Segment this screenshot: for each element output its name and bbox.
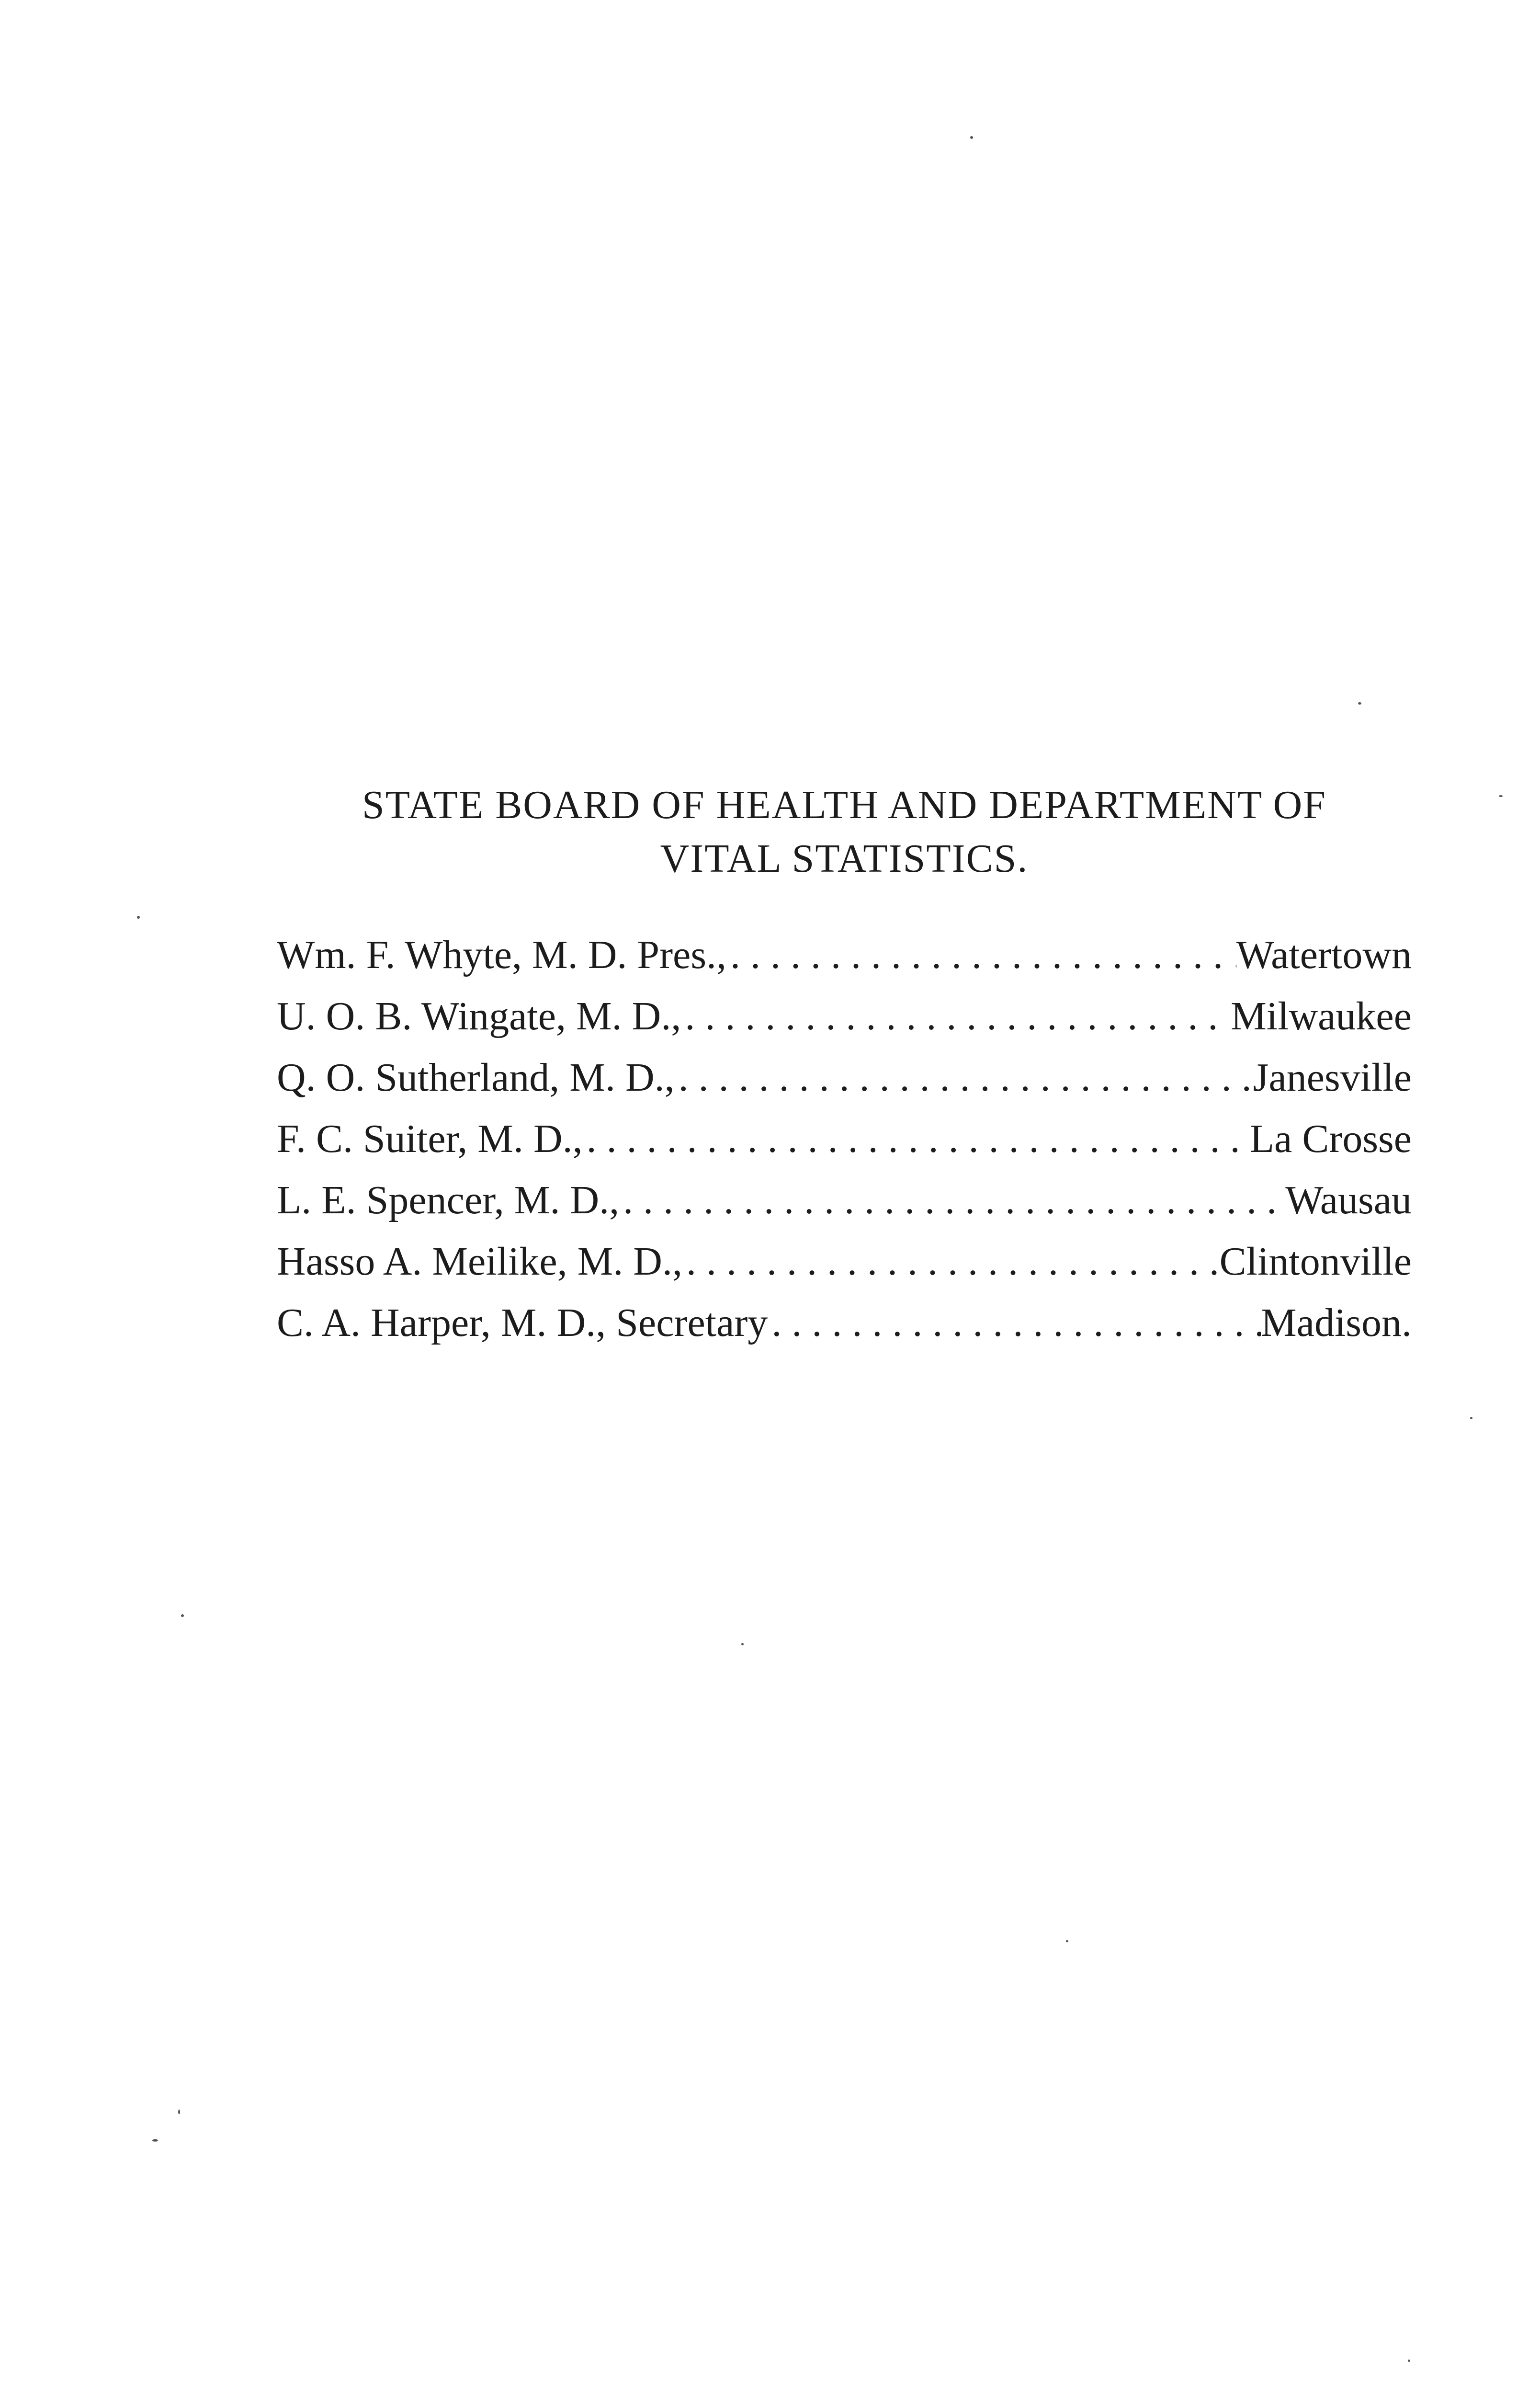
dot-leader (681, 986, 1231, 1047)
member-place: Watertown (1236, 933, 1412, 977)
member-entry (277, 1170, 1412, 1231)
dot-leader (726, 924, 1236, 986)
member-roster (277, 924, 1412, 1354)
member-place: Madison. (1261, 1300, 1412, 1345)
member-entry (277, 1292, 1412, 1354)
paper-speck (1470, 1417, 1472, 1419)
paper-speck (137, 916, 140, 919)
dot-leader (583, 1108, 1250, 1170)
heading-line-2: VITAL STATISTICS. (660, 836, 1029, 881)
member-place: Wausau (1285, 1178, 1412, 1222)
member-place: La Crosse (1249, 1117, 1412, 1161)
board-heading (277, 778, 1412, 886)
member-name: F. C. Suiter, M. D., (277, 1117, 583, 1161)
paper-speck (181, 1614, 184, 1617)
member-entry (277, 1108, 1412, 1170)
paper-speck (152, 2139, 158, 2142)
dot-leader (768, 1292, 1261, 1354)
paper-speck (1358, 702, 1361, 705)
paper-speck (1408, 2360, 1410, 2362)
dot-leader (682, 1231, 1220, 1292)
member-entry (277, 1047, 1412, 1108)
paper-speck (1499, 795, 1503, 797)
member-name: Hasso A. Meilike, M. D., (277, 1239, 682, 1284)
paper-speck (1066, 1940, 1068, 1942)
member-name: Wm. F. Whyte, M. D. Pres., (277, 933, 727, 977)
dot-leader (675, 1047, 1253, 1108)
member-entry (277, 986, 1412, 1047)
dot-leader (619, 1170, 1285, 1231)
paper-speck (970, 136, 973, 139)
member-entry (277, 1231, 1412, 1292)
member-name: Q. O. Sutherland, M. D., (277, 1055, 675, 1100)
member-entry (277, 924, 1412, 986)
member-place: Clintonville (1219, 1239, 1412, 1284)
member-name: U. O. B. Wingate, M. D., (277, 994, 681, 1038)
member-name: C. A. Harper, M. D., Secretary (277, 1300, 768, 1345)
heading-line-1: STATE BOARD OF HEALTH AND DEPARTMENT OF (362, 783, 1327, 827)
member-place: Janesville (1253, 1055, 1412, 1100)
paper-speck (741, 1643, 744, 1645)
member-name: L. E. Spencer, M. D., (277, 1178, 620, 1222)
paper-speck (178, 2110, 180, 2114)
member-place: Milwaukee (1231, 994, 1412, 1038)
